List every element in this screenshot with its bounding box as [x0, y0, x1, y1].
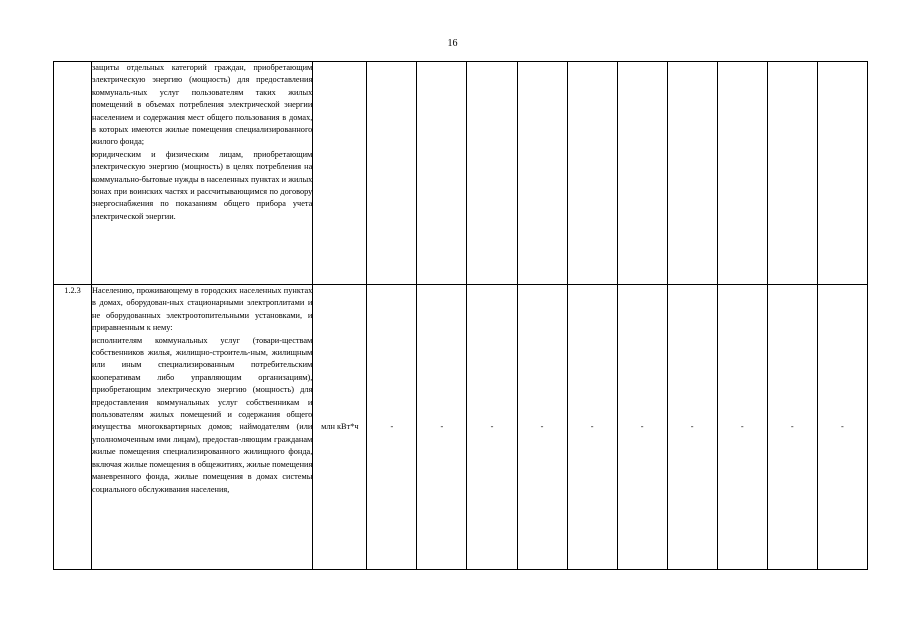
page-number: 16 [447, 38, 458, 49]
description-paragraph: исполнителям коммунальных услуг (товари-ществам собственников жилья, жилищно-строитель-ным, жилищным или иным специализированным потребительским кооперативам либо управляющим организациям), приобретающим электрическую энергию (мощность) для предоставления коммунальных услуг собственникам и пользователям жилых помещений и содержания общего имущества многоквартирных домов; наймодателям (или уполномоченным ими лицам), предостав-ляющим гражданам жилые помещения специализированного жилищного фонда, включая жилые помещения в общежитиях, жилые помещения маневренного фонда, жилые помещения в домах системы социального обслуживания населения, [92, 335, 313, 494]
value-cell [817, 62, 867, 285]
value-cell [617, 62, 667, 285]
value-cell: - [767, 285, 817, 570]
value-cell [467, 62, 517, 285]
table-row [54, 285, 868, 570]
row-description [92, 285, 313, 570]
value-cell: - [667, 285, 717, 570]
value-cell: - [817, 285, 867, 570]
value-cell: - [717, 285, 767, 570]
value-cell: - [367, 285, 417, 570]
value-cell [567, 62, 617, 285]
value-cell: - [417, 285, 467, 570]
value-cell [417, 62, 467, 285]
value-cell [367, 62, 417, 285]
description-paragraph: защиты отдельных категорий граждан, приобретающим электрическую энергию (мощность) для предоставления коммуналь-ных услуг пользователям таких жилых помещений в объемах потребления электрической энергии населением и содержания мест общего пользования в домах, в которых имеются жилые помещения специализированного жилого фонда; [92, 63, 313, 147]
unit-cell [313, 62, 367, 285]
description-paragraph: Населению, проживающему в городских населенных пунктах в домах, оборудован-ных стационарными электроплитами и не оборудованных электроотопительными установками, и приравненным к нему: [92, 286, 313, 333]
table-row [54, 62, 868, 285]
value-cell [767, 62, 817, 285]
value-cell: - [567, 285, 617, 570]
value-cell [517, 62, 567, 285]
value-cell [667, 62, 717, 285]
value-cell: - [517, 285, 567, 570]
tariff-table [53, 61, 868, 570]
row-number [54, 62, 92, 285]
description-paragraph: юридическим и физическим лицам, приобретающим электрическую энергию (мощность) в целях потребления на коммунально-бытовые нужды в населенных пунктах и жилых зонах при воинских частях и рассчитывающимся по договору энергоснабжения по показаниям общего прибора учета электрической энергии. [92, 149, 313, 221]
row-description [92, 62, 313, 285]
value-cell [717, 62, 767, 285]
row-number: 1.2.3 [54, 285, 92, 570]
value-cell: - [617, 285, 667, 570]
value-cell: - [467, 285, 517, 570]
unit-cell: млн кВт*ч [313, 285, 367, 570]
